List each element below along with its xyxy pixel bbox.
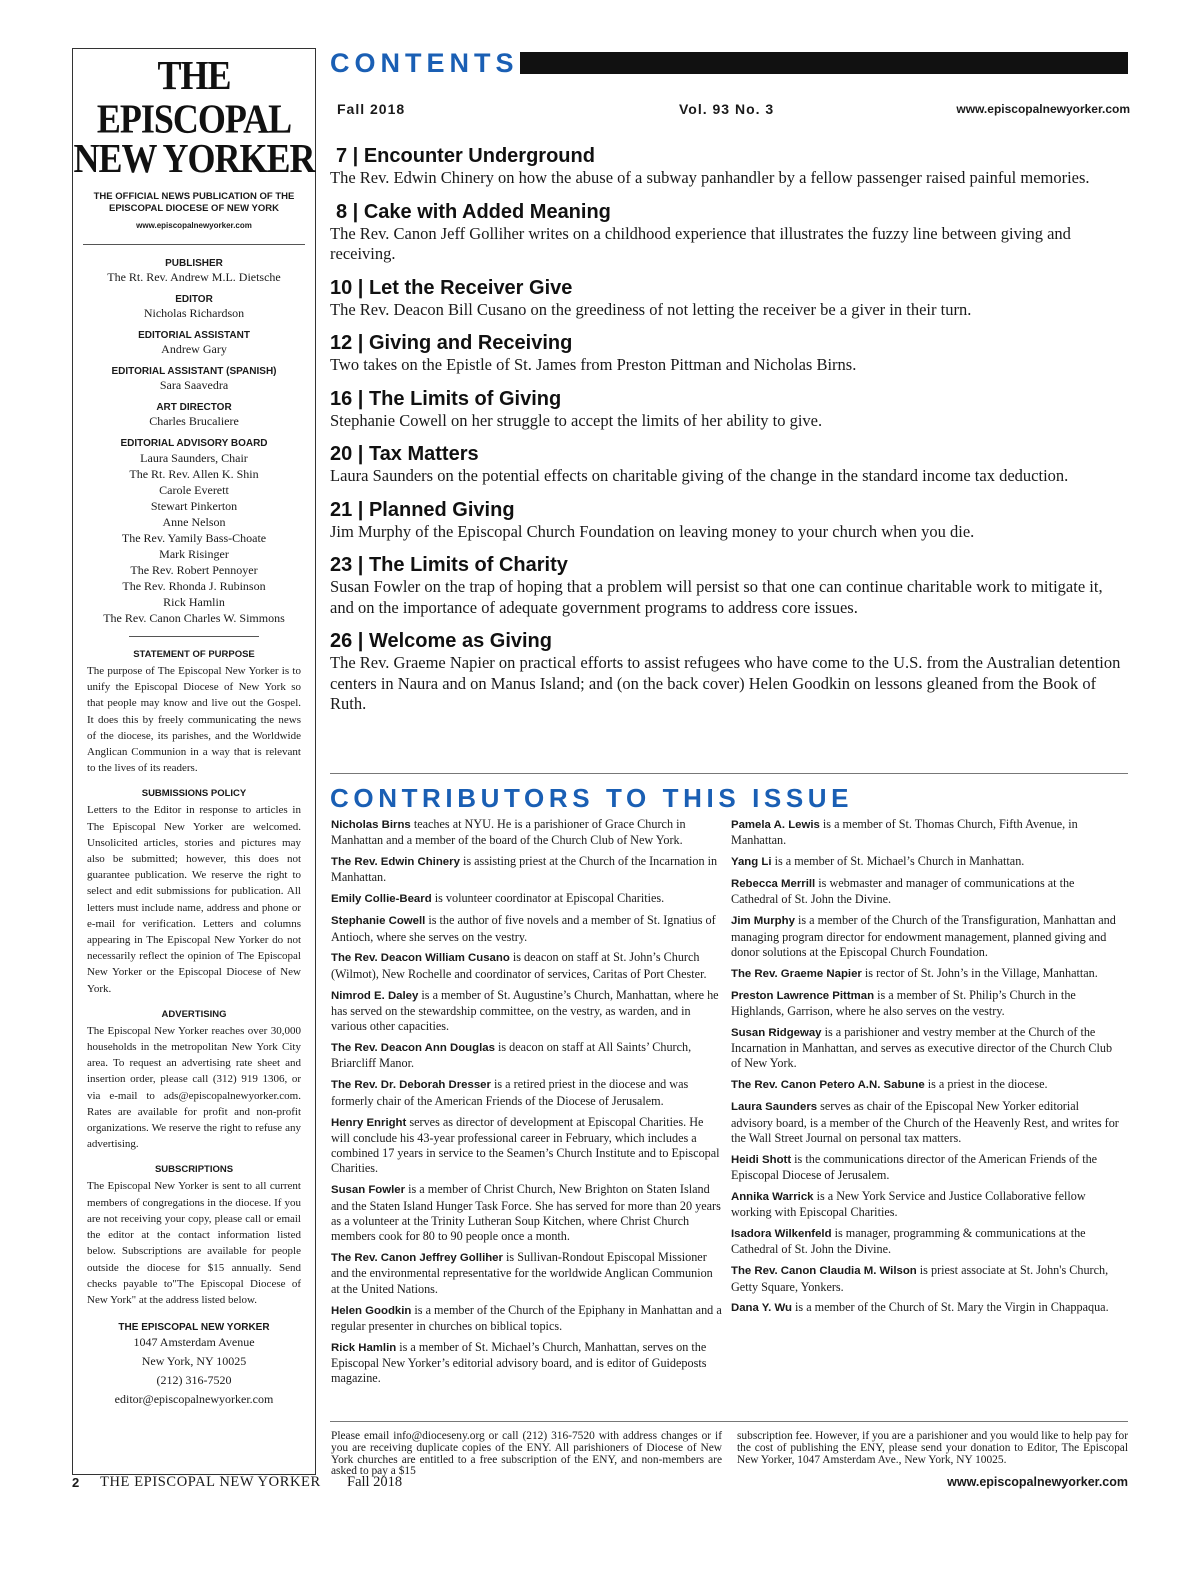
contributor-bio: is a member of St. Michael’s Church in Manhattan. bbox=[771, 854, 1025, 869]
contributor-bio: is a parishioner and vestry member at the Church of the Incarnation in Manhattan, and serves as executive director of the Church Club of New York. bbox=[731, 1024, 1113, 1071]
contributor-entry bbox=[331, 1303, 723, 1335]
contributors-title: CONTRIBUTORS TO THIS ISSUE bbox=[330, 783, 854, 813]
toc-description: Stephanie Cowell on her struggle to accept the limits of her ability to give. bbox=[330, 410, 823, 430]
contributor-bio: is Sullivan-Rondout Episcopal Missioner and the environmental representative for the worldwide Anglican Communion at the United Nations. bbox=[331, 1250, 713, 1296]
logo-line-1: THE EPISCOPAL bbox=[96, 52, 292, 142]
advertising-title: ADVERTISING bbox=[161, 1008, 227, 1020]
table-of-contents bbox=[330, 144, 1130, 726]
address-line: New York, NY 10025 bbox=[141, 1354, 247, 1369]
toc-heading[interactable]: 10 | Let the Receiver Give bbox=[330, 276, 573, 299]
contributor-entry bbox=[331, 950, 723, 982]
toc-description: Susan Fowler on the trap of hoping that a problem will persist so that one can continue charitable work to mitigate it, and on the importance of adequate government programs to address core issues. bbox=[330, 577, 1103, 617]
contributors-column-left bbox=[331, 817, 723, 1392]
board-title: EDITORIAL ADVISORY BOARD bbox=[120, 438, 268, 449]
toc-description: The Rev. Graeme Napier on practical efforts to assist refugees who have come to the U.S. from the Australian detention centers in Naura and on Manus Island; and (on the back cover) Helen Goodkin on lessons gleaned from the Book of Ruth. bbox=[330, 653, 1121, 713]
contributor-bio: serves as chair of the Episcopal New Yorker editorial advisory board, is a member of the Church of the Heavenly Rest, and writes for the Wall Street Journal on personal tax matters. bbox=[731, 1099, 1119, 1145]
toc-description: The Rev. Edwin Chinery on how the abuse of a subway panhandler by a fellow passenger raised painful memories. bbox=[330, 168, 1090, 187]
contributor-entry bbox=[331, 1250, 723, 1297]
contributor-bio: is webmaster and manager of communications at the Cathedral of St. John the Divine. bbox=[731, 876, 1075, 907]
contributor-bio: is a retired priest in the diocese and was formerly chair of the American Friends of the Diocese of Jerusalem. bbox=[331, 1077, 689, 1108]
contributor-name: Yang Li bbox=[731, 856, 772, 869]
contributor-bio: is a member of the Church of St. Mary the Virgin in Chappaqua. bbox=[791, 1300, 1109, 1315]
contributor-entry bbox=[331, 913, 723, 945]
contributor-name: Laura Saunders bbox=[731, 1101, 818, 1114]
staff-name: The Rt. Rev. Andrew M.L. Dietsche bbox=[107, 270, 281, 284]
contributor-bio: is the communications director of the American Friends of the Episcopal Diocese of Jerusalem. bbox=[731, 1151, 1098, 1182]
staff-role: EDITORIAL ASSISTANT bbox=[138, 330, 250, 341]
contributor-entry bbox=[731, 1025, 1123, 1072]
contributor-entry bbox=[731, 1099, 1123, 1146]
contributor-name: Susan Fowler bbox=[331, 1184, 406, 1197]
toc-description: Laura Saunders on the potential effects on charitable giving of the change in the standard income tax deduction. bbox=[330, 466, 1069, 485]
contributor-name: Nimrod E. Daley bbox=[331, 989, 419, 1002]
staff-name: Sara Saavedra bbox=[159, 378, 229, 392]
page-footer bbox=[72, 1473, 1128, 1493]
toc-heading[interactable]: 20 | Tax Matters bbox=[330, 443, 479, 465]
subscriptions-title: SUBSCRIPTIONS bbox=[154, 1164, 234, 1176]
contributor-entry bbox=[731, 876, 1123, 908]
contributor-entry bbox=[731, 1077, 1123, 1093]
contributor-entry bbox=[331, 854, 723, 886]
toc-entry[interactable] bbox=[330, 553, 1130, 618]
board-member: The Rev. Rhonda J. Rubinson bbox=[122, 579, 266, 593]
contributor-bio: is a member of the Church of the Transfiguration, Manhattan and managing program director for endowment management, planned giving and donor solutions at the Episcopal Church Foundation. bbox=[731, 913, 1116, 959]
address-line: 1047 Amsterdam Avenue bbox=[133, 1335, 255, 1350]
contributor-entry bbox=[731, 1263, 1123, 1295]
contributor-entry bbox=[331, 1115, 723, 1177]
submissions-title: SUBMISSIONS POLICY bbox=[141, 788, 247, 800]
contributor-entry bbox=[731, 988, 1123, 1020]
contributor-entry bbox=[731, 966, 1123, 982]
footnote-left: Please email info@dioceseny.org or call (212) 316-7520 with address changes or if you are receiving duplicate copies of the ENY. All parishioners of Diocese of New York churches are entitled to a free subscription of the ENY, and non-members are asked to pay a $15 bbox=[331, 1430, 722, 1478]
advertising-text: The Episcopal New Yorker reaches over 30,000 households in the metropolitan New York City area. To request an advertising rate sheet and insertion order, please call (312) 919 1306, or via e-mail to ads@episcopalnewyorker.com. Rates are available for profit and non-profit organizations. We reserve the right to refuse any advertising. bbox=[87, 1024, 301, 1151]
contributor-name: Rebecca Merrill bbox=[731, 878, 816, 891]
board-member: Anne Nelson bbox=[162, 515, 226, 529]
contributor-entry bbox=[331, 1340, 723, 1387]
masthead-column bbox=[72, 48, 316, 1475]
contributor-entry bbox=[731, 854, 1123, 870]
staff-role: EDITOR bbox=[175, 294, 213, 305]
editor-email-link[interactable]: editor@episcopalnewyorker.com bbox=[114, 1392, 274, 1407]
masthead-tagline: THE OFFICIAL NEWS PUBLICATION OF THE EPISCOPAL DIOCESE OF NEW YORK bbox=[93, 191, 295, 214]
contents-title: CONTENTS bbox=[330, 48, 519, 78]
contributor-entry bbox=[731, 1189, 1123, 1221]
issue-volume: Vol. 93 No. 3 bbox=[679, 101, 775, 117]
contributor-name: Dana Y. Wu bbox=[731, 1302, 792, 1315]
contributor-bio: teaches at NYU. He is a parishioner of Grace Church in Manhattan and a member of the board of the Church Club of New York. bbox=[331, 817, 686, 848]
contributor-bio: is assisting priest at the Church of the Incarnation in Manhattan. bbox=[331, 854, 718, 885]
contributor-name: The Rev. Graeme Napier bbox=[731, 967, 862, 980]
contributor-entry bbox=[331, 817, 723, 849]
staff-name: Andrew Gary bbox=[161, 342, 227, 356]
toc-heading[interactable]: 7 | Encounter Underground bbox=[336, 145, 595, 167]
header-url-link[interactable]: www.episcopalnewyorker.com bbox=[956, 102, 1130, 116]
contributor-name: Heidi Shott bbox=[731, 1153, 792, 1166]
publication-logo bbox=[73, 52, 315, 181]
contributor-name: Annika Warrick bbox=[731, 1190, 814, 1203]
toc-entry[interactable] bbox=[330, 331, 1130, 376]
toc-entry[interactable] bbox=[330, 498, 1130, 543]
toc-heading[interactable]: 26 | Welcome as Giving bbox=[330, 630, 552, 652]
contributor-entry bbox=[331, 988, 723, 1035]
issue-info-row bbox=[337, 101, 1130, 119]
contributor-name: Pamela A. Lewis bbox=[731, 819, 820, 831]
subscriptions-text: The Episcopal New Yorker is sent to all current members of congregations in the diocese. If you are not receiving your copy, please call or email the editor at the contact information listed below. Subscriptions are available for people outside the diocese for $15 annually. Send checks payable to"The Episcopal Diocese of New York" at the address listed below. bbox=[87, 1180, 301, 1306]
contributor-name: The Rev. Deacon William Cusano bbox=[331, 952, 510, 965]
contact-address bbox=[73, 1322, 315, 1409]
contributor-bio: is priest associate at St. John's Church, Getty Square, Yonkers. bbox=[731, 1263, 1109, 1294]
toc-heading[interactable]: 8 | Cake with Added Meaning bbox=[336, 200, 611, 223]
contributor-bio: is a member of St. Philip’s Church in the Highlands, Garrison, where he also serves on the vestry. bbox=[731, 987, 1076, 1018]
footer-publication: THE EPISCOPAL NEW YORKER bbox=[100, 1474, 321, 1490]
contributor-bio: is a member of St. Michael’s Church, Manhattan, serves on the Episcopal New Yorker’s editorial advisory board, and is editor of Guideposts magazine. bbox=[331, 1339, 707, 1386]
toc-heading[interactable]: 16 | The Limits of Giving bbox=[330, 387, 562, 410]
contributor-entry bbox=[331, 1077, 723, 1109]
staff-role: EDITORIAL ASSISTANT (SPANISH) bbox=[111, 366, 277, 377]
footnote-right: subscription fee. However, if you are a parishioner and you would like to help pay for the cost of publishing the ENY, please send your donation to Editor, The Episcopal New Yorker, 1047 Amsterdam Ave., New York, NY 10025. bbox=[737, 1430, 1128, 1466]
toc-entry[interactable] bbox=[330, 276, 1130, 321]
staff-name: Nicholas Richardson bbox=[143, 306, 245, 320]
toc-entry[interactable] bbox=[330, 387, 1130, 432]
contributor-bio: is a priest in the diocese. bbox=[924, 1077, 1048, 1092]
toc-entry[interactable] bbox=[330, 144, 1130, 189]
board-member: Mark Risinger bbox=[159, 547, 229, 561]
contributor-name: Isadora Wilkenfeld bbox=[731, 1228, 832, 1241]
contributor-name: The Rev. Edwin Chinery bbox=[331, 856, 460, 869]
masthead-url[interactable]: www.episcopalnewyorker.com bbox=[136, 221, 252, 230]
contributor-bio: is volunteer coordinator at Episcopal Charities. bbox=[431, 891, 665, 906]
contributor-name: The Rev. Canon Petero A.N. Sabune bbox=[731, 1079, 925, 1092]
contributor-name: Helen Goodkin bbox=[331, 1304, 412, 1317]
toc-heading[interactable]: 12 | Giving and Receiving bbox=[330, 332, 573, 354]
contributor-name: Rick Hamlin bbox=[331, 1341, 397, 1354]
toc-description: Jim Murphy of the Episcopal Church Foundation on leaving money to your church when you die. bbox=[330, 521, 975, 541]
issue-season: Fall 2018 bbox=[337, 101, 406, 117]
section-divider bbox=[330, 773, 1128, 774]
toc-heading[interactable]: 23 | The Limits of Charity bbox=[330, 554, 568, 576]
contributor-entry bbox=[731, 817, 1123, 849]
contributor-entry bbox=[331, 1040, 723, 1072]
footnote-divider bbox=[330, 1421, 1128, 1422]
contributor-name: Stephanie Cowell bbox=[331, 915, 426, 928]
board-member: Rick Hamlin bbox=[163, 595, 225, 609]
masthead-divider bbox=[83, 244, 305, 245]
board-member: The Rev. Canon Charles W. Simmons bbox=[103, 611, 285, 625]
contributor-entry bbox=[731, 913, 1123, 960]
board-member: Laura Saunders, Chair bbox=[140, 451, 248, 465]
toc-description: Two takes on the Epistle of St. James from Preston Pittman and Nicholas Birns. bbox=[330, 355, 857, 374]
staff-role: PUBLISHER bbox=[165, 258, 223, 269]
address-title: THE EPISCOPAL NEW YORKER bbox=[118, 1322, 270, 1334]
header-black-bar bbox=[520, 52, 1128, 74]
contributor-name: The Rev. Dr. Deborah Dresser bbox=[331, 1079, 491, 1092]
contributor-bio: is a member of St. Augustine’s Church, Manhattan, where he has served on the stewardship committee, on the vestry, as warden, and in various other capacities. bbox=[331, 987, 719, 1034]
contributor-bio: serves as director of development at Episcopal Charities. He will conclude his 43-year professional career in February, which includes a combined 17 years in service to the Seamen’s Church Institute and to Episcopal Charities. bbox=[331, 1114, 720, 1176]
contributor-entry bbox=[731, 1152, 1123, 1184]
contributor-entry bbox=[331, 891, 723, 907]
footer-url-link[interactable]: www.episcopalnewyorker.com bbox=[947, 1475, 1128, 1489]
advisory-board-list bbox=[73, 450, 315, 626]
contributor-bio: is rector of St. John’s in the Village, Manhattan. bbox=[861, 965, 1098, 980]
contributor-name: Emily Collie-Beard bbox=[331, 893, 432, 906]
board-member: The Rev. Yamily Bass-Choate bbox=[121, 531, 267, 545]
toc-entry[interactable] bbox=[330, 200, 1130, 265]
contributor-name: Preston Lawrence Pittman bbox=[731, 989, 875, 1002]
contributor-name: Henry Enright bbox=[331, 1116, 407, 1129]
contributor-name: Susan Ridgeway bbox=[731, 1026, 822, 1039]
contributor-entry bbox=[331, 1182, 723, 1244]
footer-season: Fall 2018 bbox=[347, 1474, 403, 1490]
contributor-bio: is a member of Christ Church, New Brighton on Staten Island and the Staten Island Hunger Task Force. She has served for more than 20 years as a volunteer at the Trinity Lutheran Soup Kitchen, where Christ Church members cook for 80 to 90 people once a month. bbox=[331, 1182, 721, 1244]
masthead-short-divider bbox=[129, 636, 259, 637]
contributor-name: The Rev. Canon Jeffrey Golliher bbox=[331, 1252, 503, 1265]
contributor-bio: is deacon on staff at St. John’s Church (Wilmot), New Rochelle and coordinator of services, Caritas of Port Chester. bbox=[331, 950, 707, 981]
board-member: Carole Everett bbox=[159, 483, 229, 497]
toc-entry[interactable] bbox=[330, 442, 1130, 487]
submissions-text: Letters to the Editor in response to articles in The Episcopal New Yorker are welcomed. Unsolicited articles, stories and pictures may also be submitted; however, this does not guarantee publication. We reserve the right to select and edit submissions for publication. All letters must include name, address and phone or e-mail for verification. Letters and columns appearing in The Episcopal New Yorker do not necessarily reflect the opinion of The Episcopal New Yorker or the Episcopal Diocese of New York. bbox=[87, 804, 301, 995]
page-number: 2 bbox=[72, 1475, 80, 1490]
purpose-text: The purpose of The Episcopal New Yorker is to unify the Episcopal Diocese of New York so that people may know and live out the Gospel. It does this by freely communicating the news of the diocese, its parishes, and the Worldwide Anglican Communion in a way that is relevant to the lives of its readers. bbox=[87, 665, 301, 775]
board-member: The Rev. Robert Pennoyer bbox=[130, 563, 258, 577]
staff-list bbox=[73, 257, 315, 626]
staff-role: ART DIRECTOR bbox=[156, 402, 232, 413]
contributor-name: The Rev. Deacon Ann Douglas bbox=[331, 1042, 495, 1055]
contributor-bio: is a New York Service and Justice Collaborative fellow working with Episcopal Charities. bbox=[731, 1188, 1086, 1220]
contributor-bio: is the author of five novels and a member of St. Ignatius of Antioch, where she serves on the vestry. bbox=[331, 913, 716, 944]
contributor-bio: is deacon on staff at All Saints’ Church, Briarcliff Manor. bbox=[331, 1040, 692, 1071]
toc-entry[interactable] bbox=[330, 629, 1130, 715]
contributor-bio: is a member of St. Thomas Church, Fifth Avenue, in Manhattan. bbox=[731, 817, 1078, 848]
toc-description: The Rev. Canon Jeff Golliher writes on a childhood experience that illustrates the fuzzy line between giving and receiving. bbox=[330, 223, 1071, 263]
contributor-name: Nicholas Birns bbox=[331, 819, 411, 831]
contributors-column-right bbox=[731, 817, 1123, 1322]
contributor-entry bbox=[731, 1226, 1123, 1258]
contributor-name: The Rev. Canon Claudia M. Wilson bbox=[731, 1265, 917, 1278]
contributor-name: Jim Murphy bbox=[731, 915, 795, 928]
board-member: Stewart Pinkerton bbox=[150, 499, 238, 513]
logo-line-2: NEW YORKER bbox=[73, 135, 315, 181]
board-member: The Rt. Rev. Allen K. Shin bbox=[129, 467, 259, 481]
purpose-title: STATEMENT OF PURPOSE bbox=[133, 649, 255, 660]
toc-heading[interactable]: 21 | Planned Giving bbox=[330, 498, 515, 521]
contributor-entry bbox=[731, 1300, 1123, 1316]
contributor-bio: is manager, programming & communications at the Cathedral of St. John the Divine. bbox=[731, 1226, 1086, 1257]
staff-name: Charles Brucaliere bbox=[149, 414, 239, 428]
toc-description: The Rev. Deacon Bill Cusano on the greediness of not letting the receiver be a giver in their turn. bbox=[330, 299, 972, 319]
contributor-bio: is a member of the Church of the Epiphany in Manhattan and a regular presenter in churches on biblical topics. bbox=[331, 1302, 722, 1333]
contents-header bbox=[330, 48, 1130, 78]
phone-number: (212) 316-7520 bbox=[156, 1373, 232, 1388]
